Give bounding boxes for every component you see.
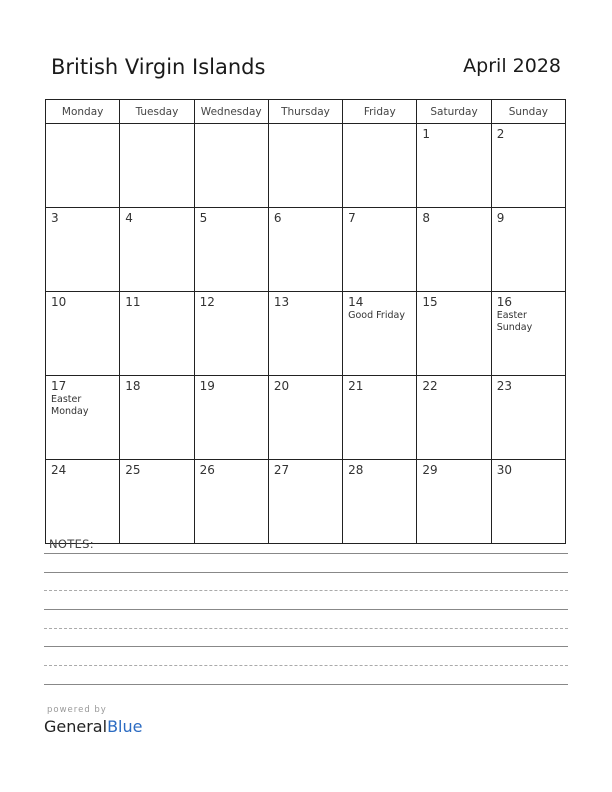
day-number: 30	[496, 463, 512, 477]
day-number: 10	[51, 295, 67, 309]
day-cell	[120, 124, 194, 208]
day-number: 11	[125, 295, 141, 309]
notes-line	[44, 665, 568, 666]
day-cell	[46, 376, 120, 460]
day-number: 1	[422, 127, 431, 141]
day-cell	[120, 376, 194, 460]
day-number: 17	[51, 379, 67, 393]
day-cell	[417, 292, 491, 376]
day-cell	[46, 124, 120, 208]
day-cell	[268, 208, 342, 292]
day-cell	[194, 376, 268, 460]
day-number: 16	[496, 295, 512, 309]
weekday-header: Saturday	[417, 100, 491, 124]
week-row	[46, 376, 566, 460]
week-row	[46, 208, 566, 292]
day-number: 29	[422, 463, 438, 477]
day-number: 12	[199, 295, 215, 309]
day-number: 22	[422, 379, 438, 393]
day-cell	[194, 124, 268, 208]
day-number: 14	[348, 295, 364, 309]
day-number: 21	[348, 379, 364, 393]
notes-line	[44, 684, 568, 685]
day-number: 19	[199, 379, 215, 393]
notes-label: NOTES:	[49, 537, 94, 551]
day-number: 5	[199, 211, 208, 225]
day-number: 8	[422, 211, 431, 225]
day-number: 18	[125, 379, 141, 393]
day-cell	[343, 124, 417, 208]
day-number: 2	[496, 127, 505, 141]
weekday-header: Friday	[343, 100, 417, 124]
notes-line	[44, 646, 568, 647]
day-number: 6	[273, 211, 282, 225]
day-cell	[46, 292, 120, 376]
day-cell	[268, 292, 342, 376]
day-cell	[343, 292, 417, 376]
week-row	[46, 460, 566, 544]
brand-blue: Blue	[107, 717, 143, 736]
day-number: 13	[273, 295, 290, 309]
day-cell	[268, 124, 342, 208]
day-cell	[417, 124, 491, 208]
weekday-header-row	[46, 100, 566, 124]
notes-line	[44, 590, 568, 591]
day-cell	[194, 208, 268, 292]
day-number: 7	[348, 211, 356, 225]
day-cell	[268, 376, 342, 460]
weekday-header: Wednesday	[194, 100, 268, 124]
day-number: 24	[51, 463, 67, 477]
day-number: 20	[273, 379, 290, 393]
day-number: 28	[348, 463, 364, 477]
notes-line	[44, 628, 568, 629]
notes-line	[44, 572, 568, 573]
day-cell	[46, 460, 120, 544]
brand-general: General	[44, 717, 108, 736]
day-cell	[417, 208, 491, 292]
day-cell	[194, 460, 268, 544]
day-number: 15	[422, 295, 438, 309]
brand-logo	[44, 717, 142, 736]
day-cell	[491, 460, 565, 544]
day-cell	[343, 376, 417, 460]
day-cell	[491, 124, 565, 208]
day-cell	[491, 292, 565, 376]
day-cell	[120, 460, 194, 544]
notes-line	[44, 553, 568, 554]
weekday-header: Sunday	[491, 100, 565, 124]
day-number: 3	[51, 211, 59, 225]
holiday-label: Easter Sunday	[496, 310, 533, 333]
month-label: April 2028	[463, 55, 561, 77]
day-cell	[194, 292, 268, 376]
weekday-header: Monday	[46, 100, 120, 124]
week-row	[46, 292, 566, 376]
day-cell	[343, 208, 417, 292]
day-cell	[120, 292, 194, 376]
weekday-header: Thursday	[268, 100, 342, 124]
day-cell	[491, 376, 565, 460]
notes-line	[44, 609, 568, 610]
calendar-grid	[45, 99, 566, 544]
week-row	[46, 124, 566, 208]
day-number: 26	[199, 463, 215, 477]
day-cell	[417, 460, 491, 544]
day-cell	[491, 208, 565, 292]
day-number: 4	[125, 211, 133, 225]
weekday-header: Tuesday	[120, 100, 194, 124]
day-number: 9	[496, 211, 505, 225]
powered-by-label: powered by	[47, 705, 107, 715]
day-number: 25	[125, 463, 141, 477]
holiday-label: Easter Monday	[51, 394, 89, 417]
page-title: British Virgin Islands	[51, 55, 266, 79]
day-cell	[417, 376, 491, 460]
day-number: 27	[273, 463, 290, 477]
holiday-label: Good Friday	[348, 310, 405, 321]
day-cell	[120, 208, 194, 292]
day-number: 23	[496, 379, 512, 393]
day-cell	[343, 460, 417, 544]
day-cell	[268, 460, 342, 544]
day-cell	[46, 208, 120, 292]
